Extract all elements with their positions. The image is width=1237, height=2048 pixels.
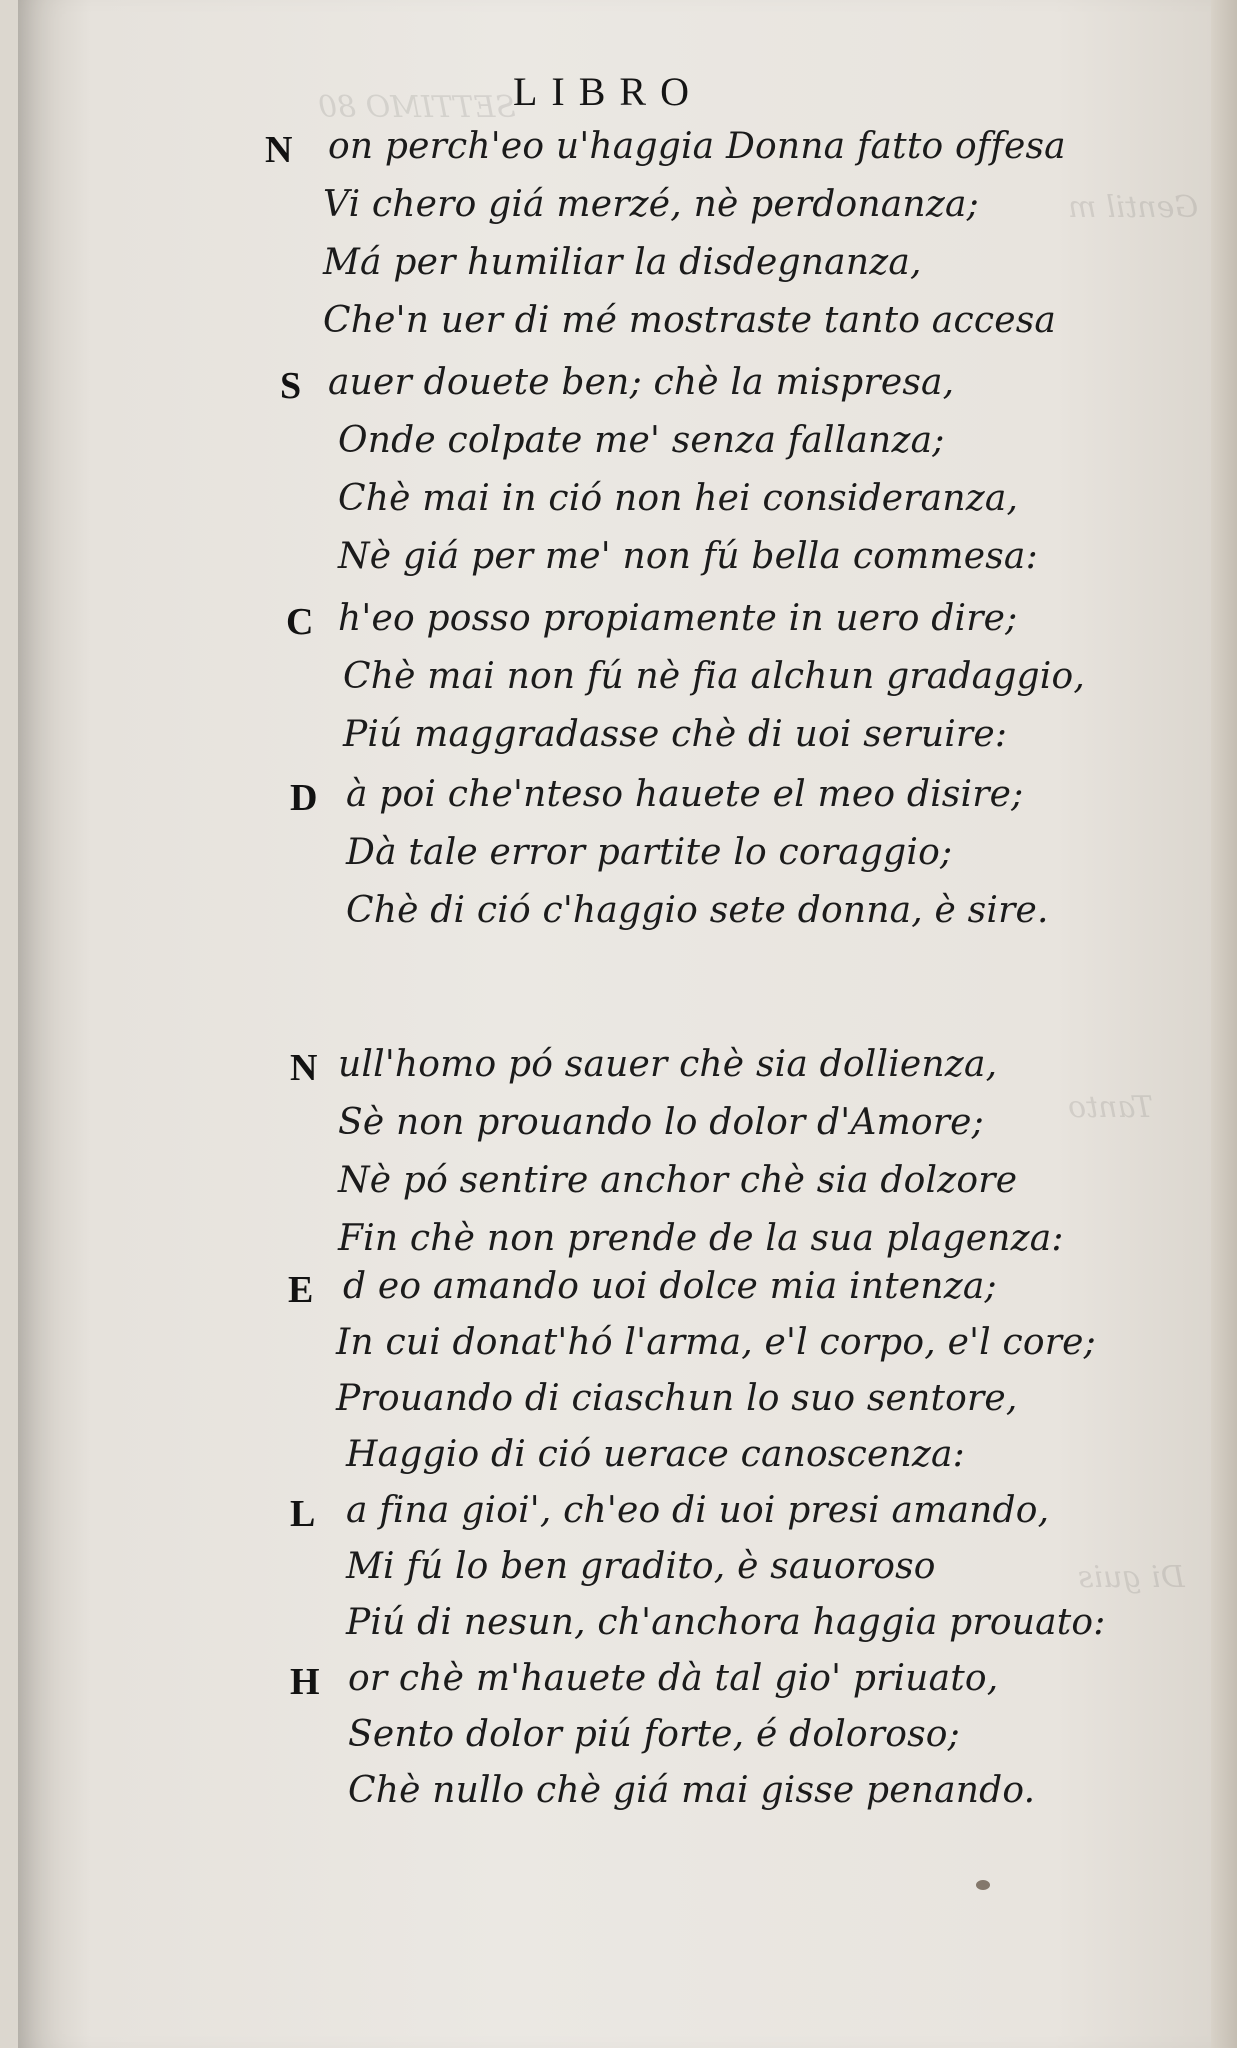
verse-text: Chè mai in ció non hei consideranza, [338, 478, 1019, 519]
page-edge [1211, 0, 1237, 2048]
verse-text: Sento dolor piú forte, é doloroso; [348, 1714, 960, 1755]
show-through-text: Tanto [1068, 1090, 1154, 1125]
verse-text: ull'homo pó sauer chè sia dollienza, [338, 1044, 998, 1085]
drop-initial: H [290, 1661, 320, 1703]
verse-text: Nè giá per me' non fú bella commesa: [338, 536, 1038, 577]
verse-text: Vi chero giá merzé, nè perdonanza; [323, 184, 979, 225]
verse-text: a fina gioi', ch'eo di uoi presi amando, [346, 1490, 1050, 1531]
book-page [18, 0, 1237, 2048]
ink-smudge [976, 1880, 990, 1890]
verse-text: Chè mai non fú nè fia alchun gradaggio, [343, 656, 1086, 697]
verse-text: Nè pó sentire anchor chè sia dolzore [338, 1160, 1018, 1201]
verse-text: on perch'eo u'haggia Donna fatto offesa [328, 126, 1066, 167]
show-through-text: Gentil m [1068, 190, 1199, 225]
verse-text: Chè di ció c'haggio sete donna, è sire. [346, 890, 1049, 931]
verse-text: In cui donat'hó l'arma, e'l corpo, e'l core; [336, 1322, 1097, 1363]
drop-initial: N [290, 1047, 318, 1089]
verse-text: d eo amando uoi dolce mia intenza; [343, 1266, 997, 1307]
verse-text: Mi fú lo ben gradito, è sauoroso [346, 1546, 936, 1587]
verse-text: Onde colpate me' senza fallanza; [338, 420, 945, 461]
verse-text: Má per humiliar la disdegnanza, [323, 242, 922, 283]
verse-text: Dà tale error partite lo coraggio; [346, 832, 953, 873]
verse-text: auer douete ben; chè la mispresa, [328, 362, 955, 403]
verse-text: Haggio di ció uerace canoscenza: [346, 1434, 966, 1475]
verse-text: Prouando di ciaschun lo suo sentore, [336, 1378, 1018, 1419]
verse-text: à poi che'nteso hauete el meo disire; [346, 774, 1024, 815]
verse-text: Piú maggradasse chè di uoi seruire: [343, 714, 1008, 755]
drop-initial: E [288, 1269, 314, 1311]
drop-initial: S [280, 365, 302, 407]
verse-text: or chè m'hauete dà tal gio' priuato, [348, 1658, 999, 1699]
show-through-text: Di guis [1078, 1560, 1185, 1595]
verse-text: Sè non prouando lo dolor d'Amore; [338, 1102, 985, 1143]
drop-initial: L [290, 1493, 316, 1535]
drop-initial: C [286, 601, 314, 643]
verse-text: Che'n uer di mé mostraste tanto accesa [323, 300, 1057, 341]
drop-initial: N [265, 129, 293, 171]
show-through-text: SETTIMO 80 [318, 90, 516, 125]
verse-text: Chè nullo chè giá mai gisse penando. [348, 1770, 1036, 1811]
verse-text: Piú di nesun, ch'anchora haggia prouato: [346, 1602, 1106, 1643]
verse-text: Fin chè non prende de la sua plagenza: [338, 1218, 1064, 1259]
drop-initial: D [290, 777, 318, 819]
verse-text: h'eo posso propiamente in uero dire; [338, 598, 1018, 639]
running-head: LIBRO [513, 69, 703, 114]
